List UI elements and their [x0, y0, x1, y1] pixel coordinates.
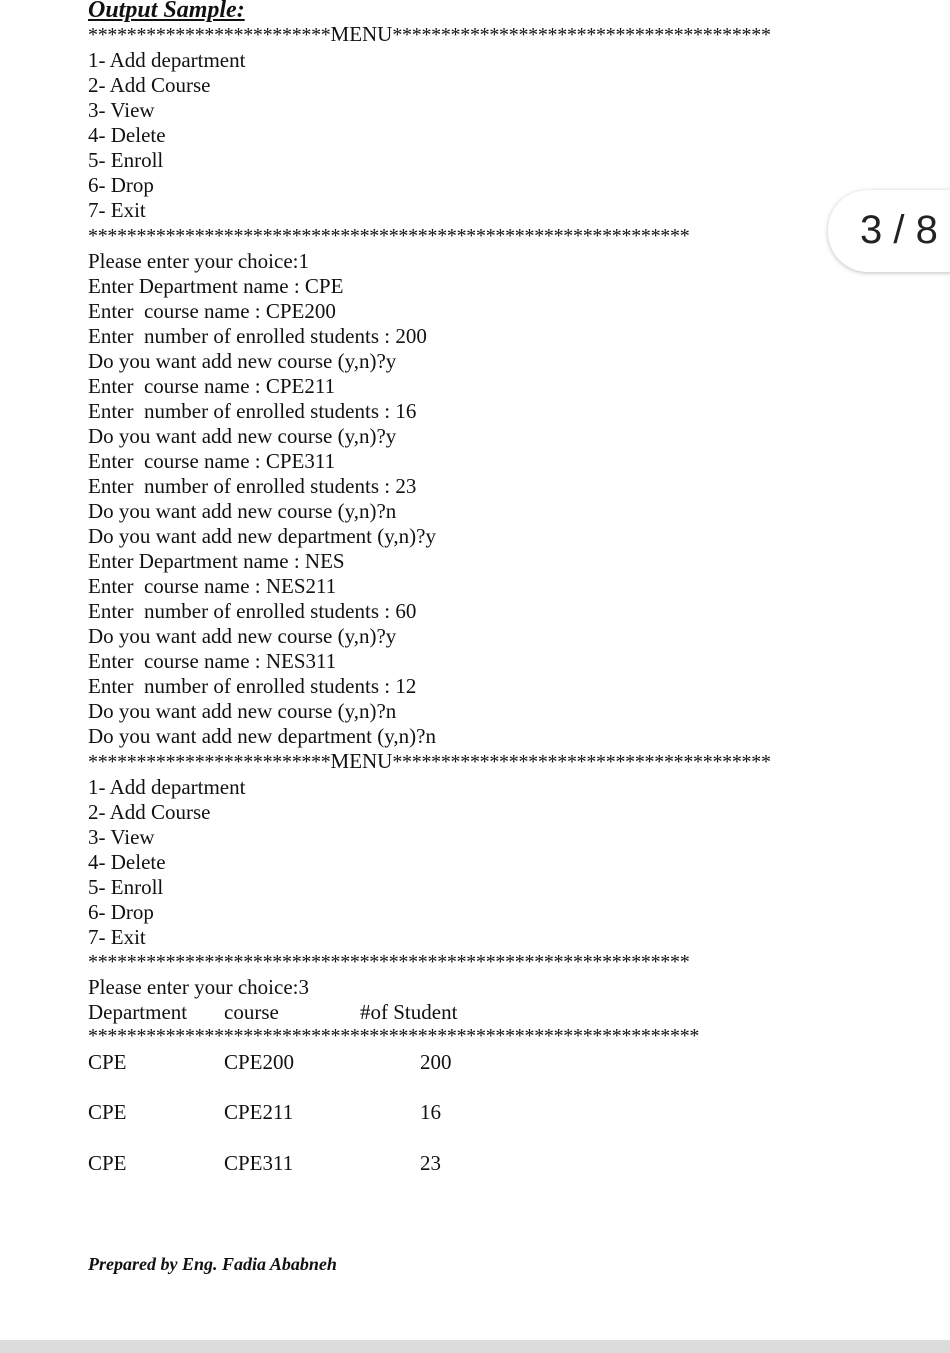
cell-department: CPE [88, 1151, 127, 1175]
menu-item: 3- View [88, 825, 155, 849]
menu-item: 7- Exit [88, 198, 146, 222]
console-line: Enter course name : CPE211 [88, 374, 336, 398]
console-line: Enter Department name : NES [88, 549, 345, 573]
console-line: Do you want add new course (y,n)?n [88, 699, 397, 723]
console-line: Enter number of enrolled students : 12 [88, 674, 417, 698]
menu-heading: MENU [330, 22, 393, 46]
separator-line: ************************************************************** [88, 225, 690, 247]
console-line: Enter number of enrolled students : 200 [88, 324, 427, 348]
cell-course: CPE311 [224, 1151, 294, 1175]
page-indicator [828, 190, 950, 272]
menu-item: 7- Exit [88, 925, 146, 949]
menu-item: 5- Enroll [88, 875, 164, 899]
console-line: Enter course name : CPE200 [88, 299, 336, 323]
viewer-bottom-edge [0, 1340, 950, 1353]
console-line: Do you want add new course (y,n)?y [88, 349, 397, 373]
menu-item: 1- Add department [88, 48, 246, 72]
menu-item: 6- Drop [88, 900, 154, 924]
document-title: Output Sample: [88, 0, 245, 23]
cell-department: CPE [88, 1050, 127, 1074]
menu-item: 3- View [88, 98, 155, 122]
column-header-department: Department [88, 1000, 188, 1024]
menu-item: 4- Delete [88, 850, 166, 874]
menu-item: 2- Add Course [88, 73, 211, 97]
table-separator: *************************************************************** [88, 1025, 700, 1047]
console-line: Enter course name : NES311 [88, 649, 337, 673]
menu-item: 6- Drop [88, 173, 154, 197]
console-line: Please enter your choice:3 [88, 975, 309, 999]
page-indicator-label: 3 / 8 [860, 208, 938, 252]
console-line: Do you want add new department (y,n)?y [88, 524, 436, 548]
console-line: Enter number of enrolled students : 16 [88, 399, 417, 423]
menu-item: 1- Add department [88, 775, 246, 799]
author-credit: Prepared by Eng. Fadia Ababneh [88, 1254, 337, 1274]
menu-item: 2- Add Course [88, 800, 211, 824]
menu-separator-2: *************************MENU*************************************** [88, 749, 771, 773]
column-header-course: course [224, 1000, 279, 1024]
console-line: Enter course name : CPE311 [88, 449, 336, 473]
console-line: Enter number of enrolled students : 60 [88, 599, 417, 623]
console-line: Do you want add new course (y,n)?y [88, 624, 397, 648]
console-line: Do you want add new course (y,n)?y [88, 424, 397, 448]
menu-heading: MENU [330, 749, 393, 773]
console-line: Please enter your choice:1 [88, 249, 309, 273]
column-header-students: #of Student [360, 1000, 458, 1024]
menu-item: 4- Delete [88, 123, 166, 147]
console-line: Enter course name : NES211 [88, 574, 337, 598]
cell-students: 200 [420, 1050, 452, 1074]
cell-students: 23 [420, 1151, 441, 1175]
console-line: Do you want add new department (y,n)?n [88, 724, 436, 748]
cell-course: CPE200 [224, 1050, 295, 1074]
console-line: Enter Department name : CPE [88, 274, 344, 298]
cell-course: CPE211 [224, 1100, 294, 1124]
menu-separator-1: *************************MENU*************************************** [88, 22, 771, 46]
console-line: Enter number of enrolled students : 23 [88, 474, 417, 498]
console-line: Do you want add new course (y,n)?n [88, 499, 397, 523]
cell-department: CPE [88, 1100, 127, 1124]
cell-students: 16 [420, 1100, 441, 1124]
menu-item: 5- Enroll [88, 148, 164, 172]
separator-line: ************************************************************** [88, 951, 690, 973]
